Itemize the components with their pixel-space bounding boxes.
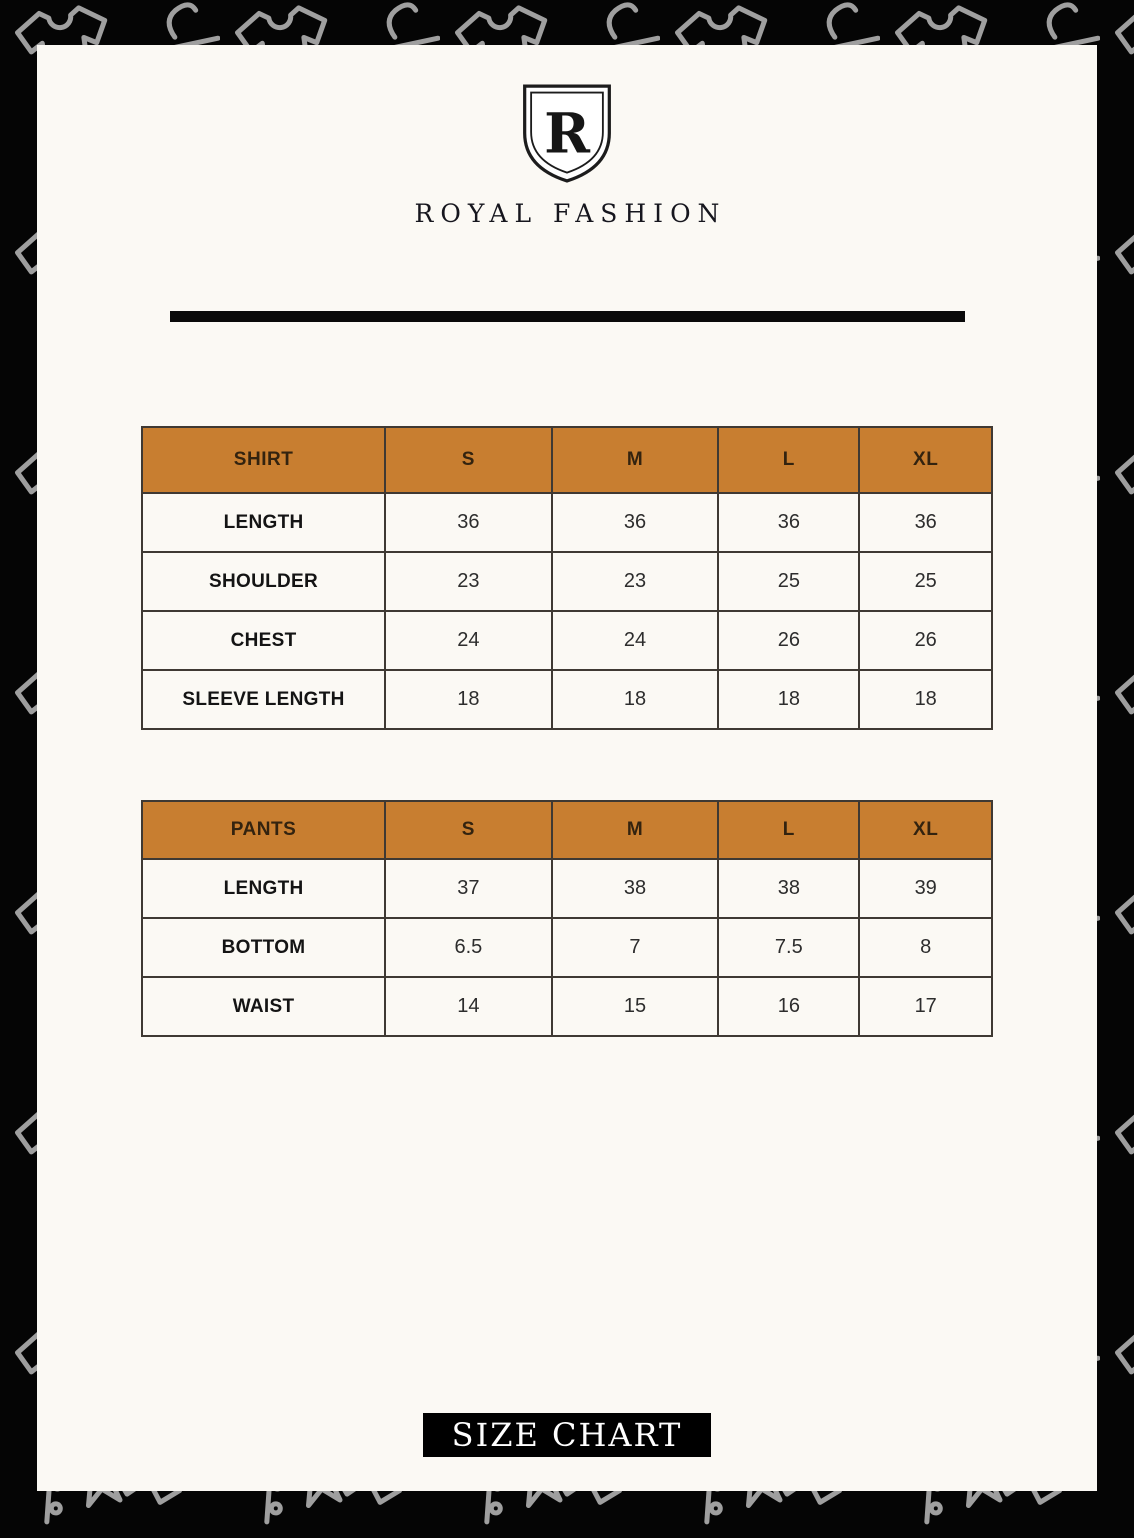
size-cell: 18 <box>552 670 719 729</box>
size-column-header: L <box>718 427 859 493</box>
size-column-header: M <box>552 801 719 859</box>
pants-header-row <box>142 801 992 859</box>
table-row <box>142 493 992 552</box>
measurement-label: BOTTOM <box>142 918 385 977</box>
size-chart-badge-label: SIZE CHART <box>451 1416 683 1454</box>
size-cell: 17 <box>859 977 992 1036</box>
size-cell: 18 <box>718 670 859 729</box>
size-cell: 36 <box>552 493 719 552</box>
pants-size-table <box>141 800 993 1037</box>
table-row <box>142 670 992 729</box>
table-row <box>142 977 992 1036</box>
brand-logo <box>37 45 1097 229</box>
size-cell: 18 <box>859 670 992 729</box>
size-cell: 7 <box>552 918 719 977</box>
brand-monogram: R <box>544 101 590 167</box>
measurement-label: SLEEVE LENGTH <box>142 670 385 729</box>
size-cell: 16 <box>718 977 859 1036</box>
table-row <box>142 611 992 670</box>
measurement-label: CHEST <box>142 611 385 670</box>
size-column-header: S <box>385 801 552 859</box>
size-column-header: S <box>385 427 552 493</box>
size-cell: 24 <box>385 611 552 670</box>
size-cell: 8 <box>859 918 992 977</box>
size-cell: 25 <box>718 552 859 611</box>
size-cell: 36 <box>718 493 859 552</box>
size-cell: 25 <box>859 552 992 611</box>
table-row <box>142 859 992 918</box>
size-cell: 24 <box>552 611 719 670</box>
size-cell: 7.5 <box>718 918 859 977</box>
size-cell: 18 <box>385 670 552 729</box>
size-chart-panel <box>37 45 1097 1491</box>
shirt-size-table <box>141 426 993 730</box>
size-cell: 37 <box>385 859 552 918</box>
size-cell: 23 <box>385 552 552 611</box>
table-row <box>142 552 992 611</box>
brand-name: ROYAL FASHION <box>414 199 727 228</box>
size-cell: 26 <box>718 611 859 670</box>
shirt-header-row <box>142 427 992 493</box>
brand-shield-icon <box>521 83 613 185</box>
size-cell: 38 <box>552 859 719 918</box>
size-cell: 36 <box>859 493 992 552</box>
size-cell: 26 <box>859 611 992 670</box>
size-column-header: SHIRT <box>142 427 385 493</box>
table-row <box>142 918 992 977</box>
measurement-label: WAIST <box>142 977 385 1036</box>
divider-bar <box>170 311 965 322</box>
size-cell: 23 <box>552 552 719 611</box>
measurement-label: LENGTH <box>142 493 385 552</box>
size-column-header: XL <box>859 801 992 859</box>
measurement-label: SHOULDER <box>142 552 385 611</box>
size-cell: 36 <box>385 493 552 552</box>
size-column-header: XL <box>859 427 992 493</box>
size-cell: 14 <box>385 977 552 1036</box>
size-column-header: PANTS <box>142 801 385 859</box>
size-cell: 6.5 <box>385 918 552 977</box>
size-cell: 15 <box>552 977 719 1036</box>
size-chart-badge <box>423 1413 711 1457</box>
size-cell: 38 <box>718 859 859 918</box>
size-column-header: M <box>552 427 719 493</box>
measurement-label: LENGTH <box>142 859 385 918</box>
size-column-header: L <box>718 801 859 859</box>
size-cell: 39 <box>859 859 992 918</box>
